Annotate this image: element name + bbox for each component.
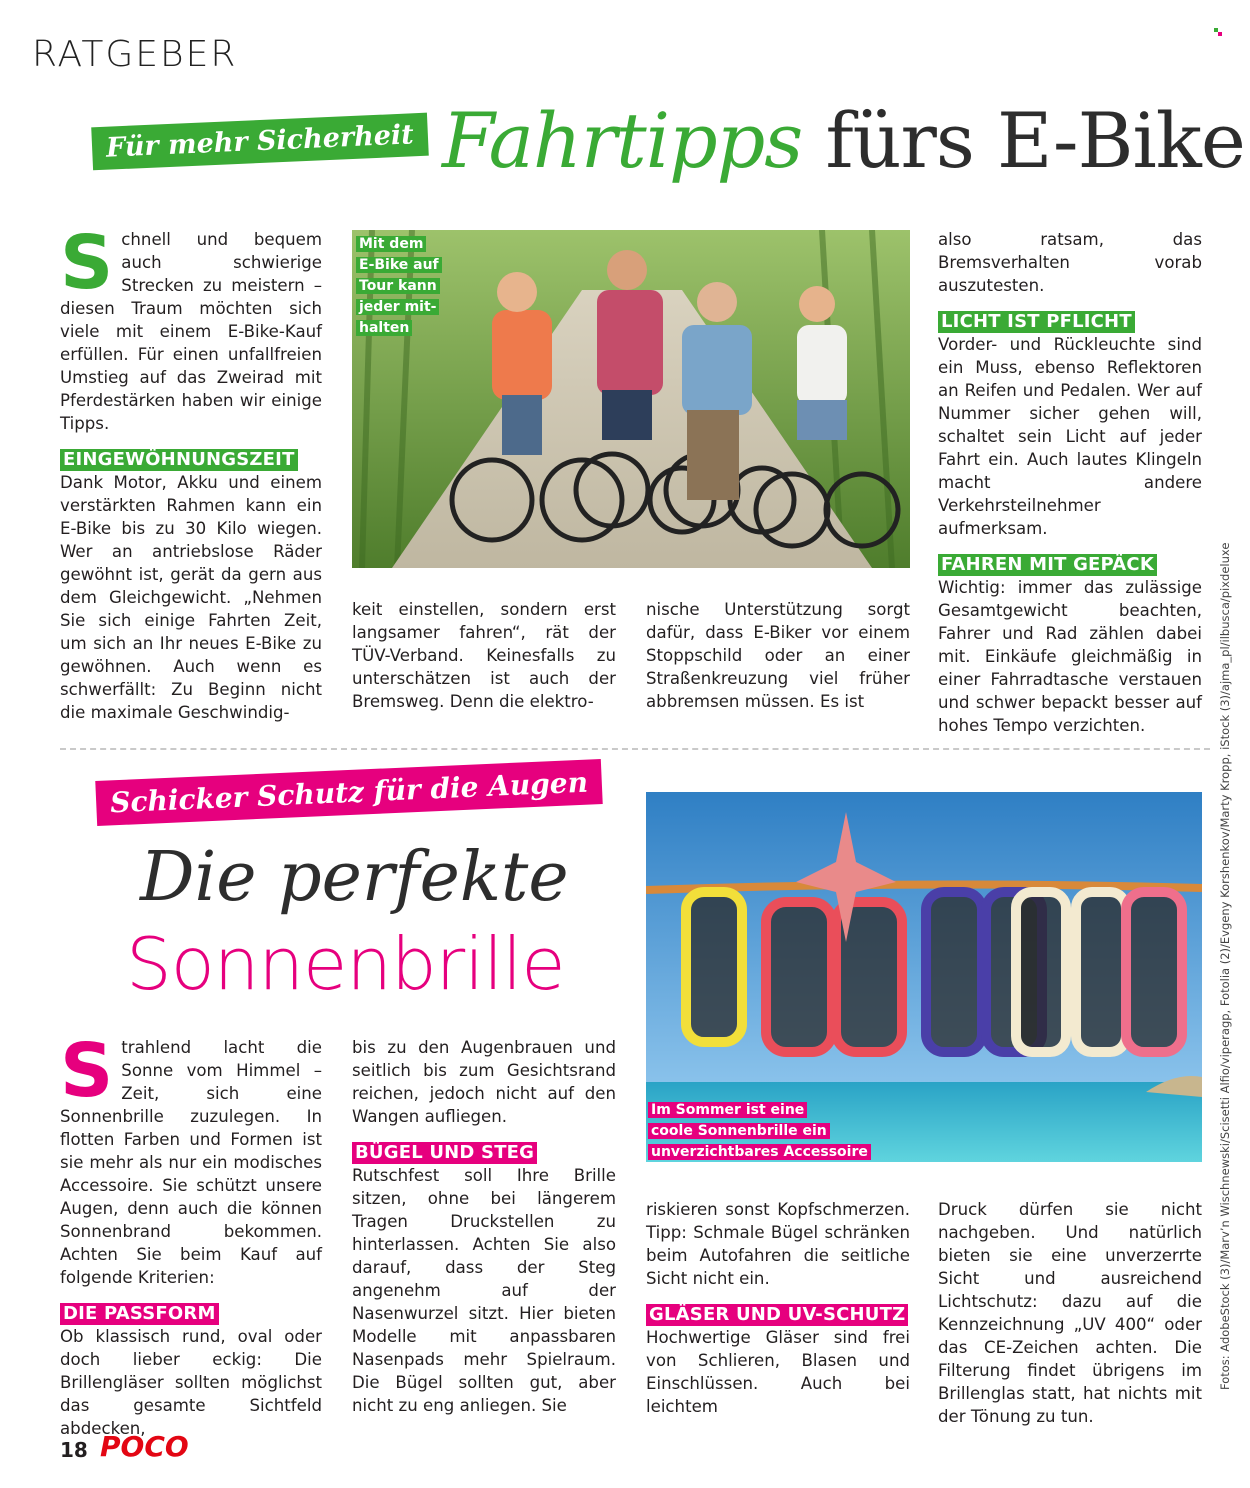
- sunglasses-caption-line-3: unverzichtbares Accessoire: [648, 1144, 871, 1160]
- ebike-column-2: [352, 598, 616, 713]
- ebike-photo-caption: [356, 234, 442, 339]
- ebike-tag: Für mehr Sicherheit: [91, 113, 428, 171]
- sunglasses-column-2: [352, 1036, 616, 1417]
- sunglasses-column-3: [646, 1198, 910, 1418]
- ebike-column-4-text: also ratsam, das Bremsverhalten vorab auszutesten.: [938, 230, 1202, 295]
- photo-credits: Fotos: AdobeStock (3)/Marv’n Wischnewski/Scisetti Alfio/viperagp, Fotolia (2)/Evgeny Korshenkov/Marty Kropp, iStock (3)/ajma_pl/ilbusca/pixdeluxe: [1218, 542, 1232, 1390]
- ebike-headline: [442, 96, 1245, 185]
- sunglasses-photo-caption: [648, 1100, 871, 1163]
- sunglasses-column-4: [938, 1198, 1202, 1428]
- ebike-column-2-text: keit einstellen, sondern erst langsamer fahren“, rät der TÜV-Verband. Keinesfalls zu unterschätzen ist auch der Bremsweg. Denn die elektro-: [352, 600, 616, 711]
- sunglasses-subhead-1: DIE PASSFORM: [60, 1303, 219, 1325]
- ebike-caption-line-3: Tour kann: [356, 278, 440, 294]
- sunglasses-subhead-3-text: Hochwertige Gläser sind frei von Schlieren, Blasen und Einschlüssen. Auch bei leichtem: [646, 1328, 910, 1416]
- logo-text: POCO: [100, 1432, 189, 1462]
- sunglasses-column-4-text: Druck dürfen sie nicht nachgeben. Und natürlich bieten sie eine unverzerrte Sicht und ausreichend Lichtschutz: dazu auf die Kennzeichnung „UV 400“ oder das CE-Zeichen achten. Die Filterung findet übrigens im Brillenglas statt, hat nichts mit der Tönung zu tun.: [938, 1200, 1202, 1426]
- sunglasses-intro-text: trahlend lacht die Sonne vom Himmel – Zeit, sich eine Sonnenbrille zuzulegen. In flotten Farben und Formen ist sie mehr als nur ein modisches Accessoire. Sie schützt unsere Augen, denn auch die können Sonnenbrand bekommen. Achten Sie beim Kauf auf folgende Kriterien:: [60, 1038, 322, 1287]
- ebike-subhead-3-text: Wichtig: immer das zulässige Gesamtgewicht beachten, Fahrer und Rad zählen dabei mit. Einkäufe gleichmäßig in einer Fahrradtasche verstauen und schwer bepackt besser auf hohes Tempo verzichten.: [938, 578, 1202, 735]
- sunglasses-tag: Schicker Schutz für die Augen: [95, 759, 603, 826]
- ebike-subhead-2-text: Vorder- und Rückleuchte sind ein Muss, ebenso Reflektoren an Reifen und Pedalen. Wer auf Nummer sicher gehen will, schaltet sein Licht auf jeder Fahrt ein. Auch lautes Klingeln macht andere Verkehrsteilnehmer aufmerksam.: [938, 335, 1202, 538]
- corner-mark-icon: [1214, 28, 1222, 36]
- ebike-caption-line-4: jeder mit-: [356, 299, 439, 315]
- sunglasses-subhead-3: GLÄSER UND UV-SCHUTZ: [646, 1304, 908, 1326]
- ebike-subhead-2: LICHT IST PFLICHT: [938, 311, 1135, 333]
- sunglasses-headline-line-2: Sonnenbrille: [126, 922, 565, 1006]
- ebike-subhead-3: FAHREN MIT GEPÄCK: [938, 554, 1157, 576]
- sunglasses-column-2-text: bis zu den Augenbrauen und seitlich bis zum Gesichtsrand reichen, jedoch nicht auf den Wangen aufliegen.: [352, 1038, 616, 1126]
- ebike-column-1: [60, 220, 322, 724]
- sunglasses-subhead-2: BÜGEL UND STEG: [352, 1142, 537, 1164]
- ebike-column-4: [938, 228, 1202, 737]
- ebike-headline-accent: Fahrtipps: [442, 96, 803, 185]
- sunglasses-caption-line-2: coole Sonnenbrille ein: [648, 1123, 830, 1139]
- ebike-headline-rest: fürs E-Bike: [802, 96, 1245, 185]
- sunglasses-caption-line-1: Im Sommer ist eine: [648, 1102, 807, 1118]
- ebike-column-3: [646, 598, 910, 713]
- section-divider: [60, 748, 1210, 750]
- sunglasses-column-1: [60, 1028, 322, 1440]
- ebike-caption-line-5: halten: [356, 320, 412, 336]
- sunglasses-subhead-1-text: Ob klassisch rund, oval oder doch lieber eckig: Die Brillengläser sollten möglichst das gesamte Sichtfeld abdecken,: [60, 1327, 322, 1438]
- ebike-caption-line-2: E-Bike auf: [356, 257, 442, 273]
- sunglasses-subhead-2-text: Rutschfest soll Ihre Brille sitzen, ohne bei längerem Tragen Druckstellen zu hinterlassen. Achten Sie also darauf, dass der Steg angenehm auf der Nasenwurzel sitzt. Hier bieten Modelle mit anpassbaren Nasenpads mehr Spielraum. Die Bügel sollten gut, aber nicht zu eng anliegen. Sie: [352, 1166, 616, 1415]
- ebike-subhead-1: EINGEWÖHNUNGSZEIT: [60, 449, 298, 471]
- ebike-subhead-1-text: Dank Motor, Akku und einem verstärkten Rahmen kann ein E-Bike bis zu 30 Kilo wiegen. Wer an antriebslose Räder gewöhnt ist, gerät da gern aus dem Gleichgewicht. „Nehmen Sie sich einige Fahrten Zeit, um sich an Ihr neues E-Bike zu gewöhnen. Auch wenn es schwerfällt: Zu Beginn nicht die maximale Geschwindig-: [60, 473, 322, 722]
- sunglasses-dropcap: S: [60, 1028, 114, 1114]
- section-label: RATGEBER: [32, 34, 238, 75]
- ebike-intro-text: chnell und bequem auch schwierige Strecken zu meistern – diesen Traum möchten sich viele mit einem E-Bike-Kauf erfüllen. Für einen unfallfreien Umstieg auf das Zweirad mit Pferdestärken haben wir einige Tipps.: [60, 230, 322, 433]
- ebike-caption-line-1: Mit dem: [356, 236, 426, 252]
- sunglasses-headline-line-1: Die perfekte: [140, 838, 569, 917]
- poco-logo-icon: [98, 1432, 216, 1462]
- page-number: 18: [60, 1438, 88, 1462]
- ebike-dropcap: S: [60, 220, 114, 306]
- ebike-column-3-text: nische Unterstützung sorgt dafür, dass E-Biker vor einem Stoppschild oder an einer Straßenkreuzung viel früher abbremsen müssen. Es ist: [646, 600, 910, 711]
- sunglasses-column-3-text: riskieren sonst Kopfschmerzen. Tipp: Schmale Bügel schränken beim Autofahren die seitliche Sicht nicht ein.: [646, 1200, 910, 1288]
